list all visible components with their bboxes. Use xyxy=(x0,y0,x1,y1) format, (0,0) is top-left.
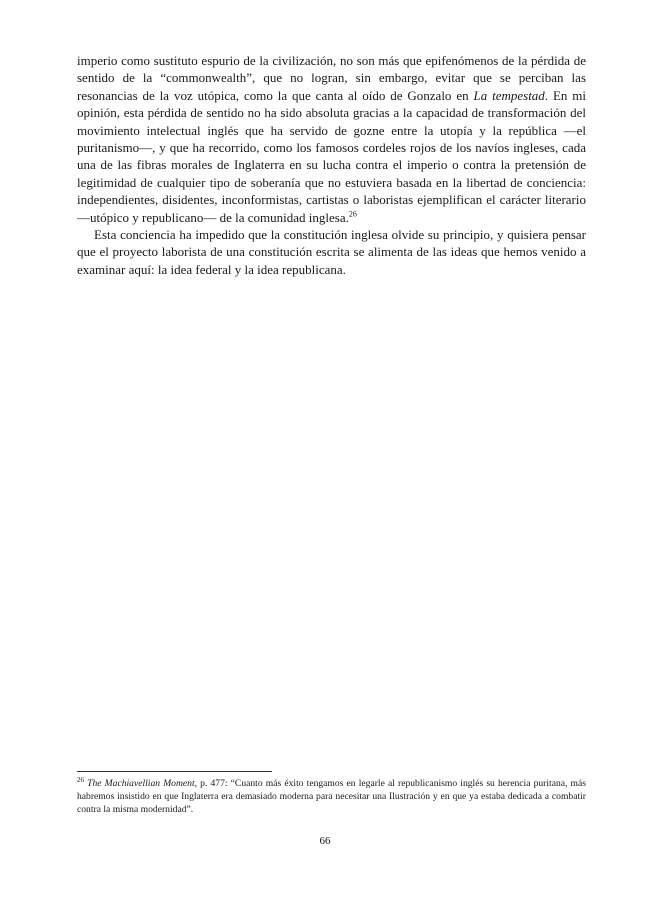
footnote-title: The Machiavellian Moment xyxy=(87,778,195,789)
paragraph-1-text-b: . En mi opinión, esta pérdida de sentido no ha sido absoluta gracias a la capacidad de transformación del movimiento intelectual inglés que ha servido de gozne entre la utopía y la república —el puritanismo—, y que ha recorrido, como los famosos cordeles rojos de los navíos ingleses, cada una de las fibras morales de Inglaterra en su lucha contra el imperio o contra la pretensión de legitimidad de cualquier tipo de soberanía que no estuviera basada en la libertad de conciencia: independientes, disidentes, inconformistas, cartistas o laboristas ejemplifican el carácter literario —utópico y republicano— de la comunidad inglesa. xyxy=(77,87,586,225)
footnote-text: , p. 477: “Cuanto más éxito tengamos en legarle al republicanismo inglés su herencia puritana, más habremos insistido en que Inglaterra era demasiado moderna para necesitar una Ilustración y en que ya estaba dedicada a combatir contra la misma modernidad”. xyxy=(77,778,586,816)
paragraph-1-text-a: imperio como sustituto espurio de la civilización, no son más que epifenómenos de la pérdida de sentido de la “commonwealth”, que no logran, sin embargo, evitar que se perciban las resonancias de la voz utópica, como la que canta al oído de Gonzalo en xyxy=(77,53,586,103)
paragraph-1-italic-title: La tempestad xyxy=(473,87,545,103)
paragraph-1 xyxy=(77,52,586,226)
body-text xyxy=(77,52,586,278)
paragraph-2: Esta conciencia ha impedido que la constitución inglesa olvide su principio, y quisiera pensar que el proyecto laborista de una constitución escrita se alimenta de las ideas que hemos venido a examinar aquí: la idea federal y la idea republicana. xyxy=(77,227,586,277)
footnote-reference[interactable]: 26 xyxy=(348,209,357,219)
footnote-separator xyxy=(77,771,272,772)
footnote xyxy=(77,777,586,817)
page-number: 66 xyxy=(319,835,331,847)
footnote-number: 26 xyxy=(77,775,84,784)
